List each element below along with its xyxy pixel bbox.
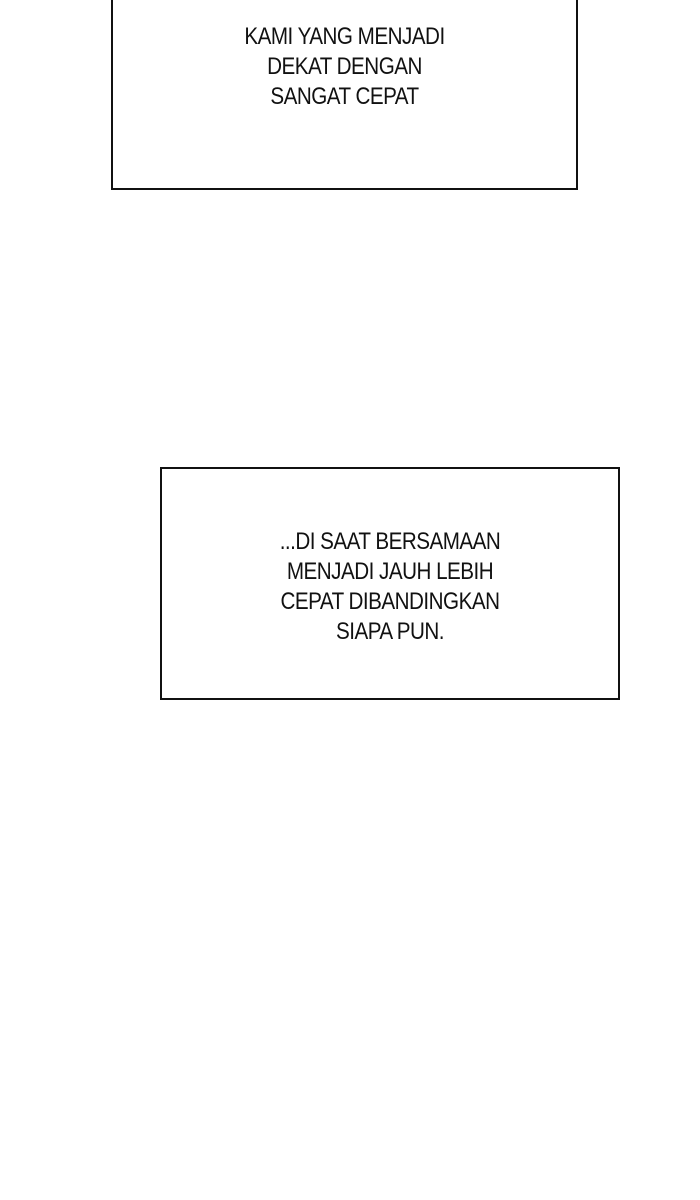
caption-box-1 — [111, 0, 578, 190]
caption-text-1: KAMI YANG MENJADI DEKAT DENGAN SANGAT CEPAT — [244, 23, 445, 110]
caption-box-2 — [160, 467, 620, 700]
caption-text-2: ...DI SAAT BERSAMAAN MENJADI JAUH LEBIH CEPAT DIBANDINGKAN SIAPA PUN. — [279, 528, 501, 645]
